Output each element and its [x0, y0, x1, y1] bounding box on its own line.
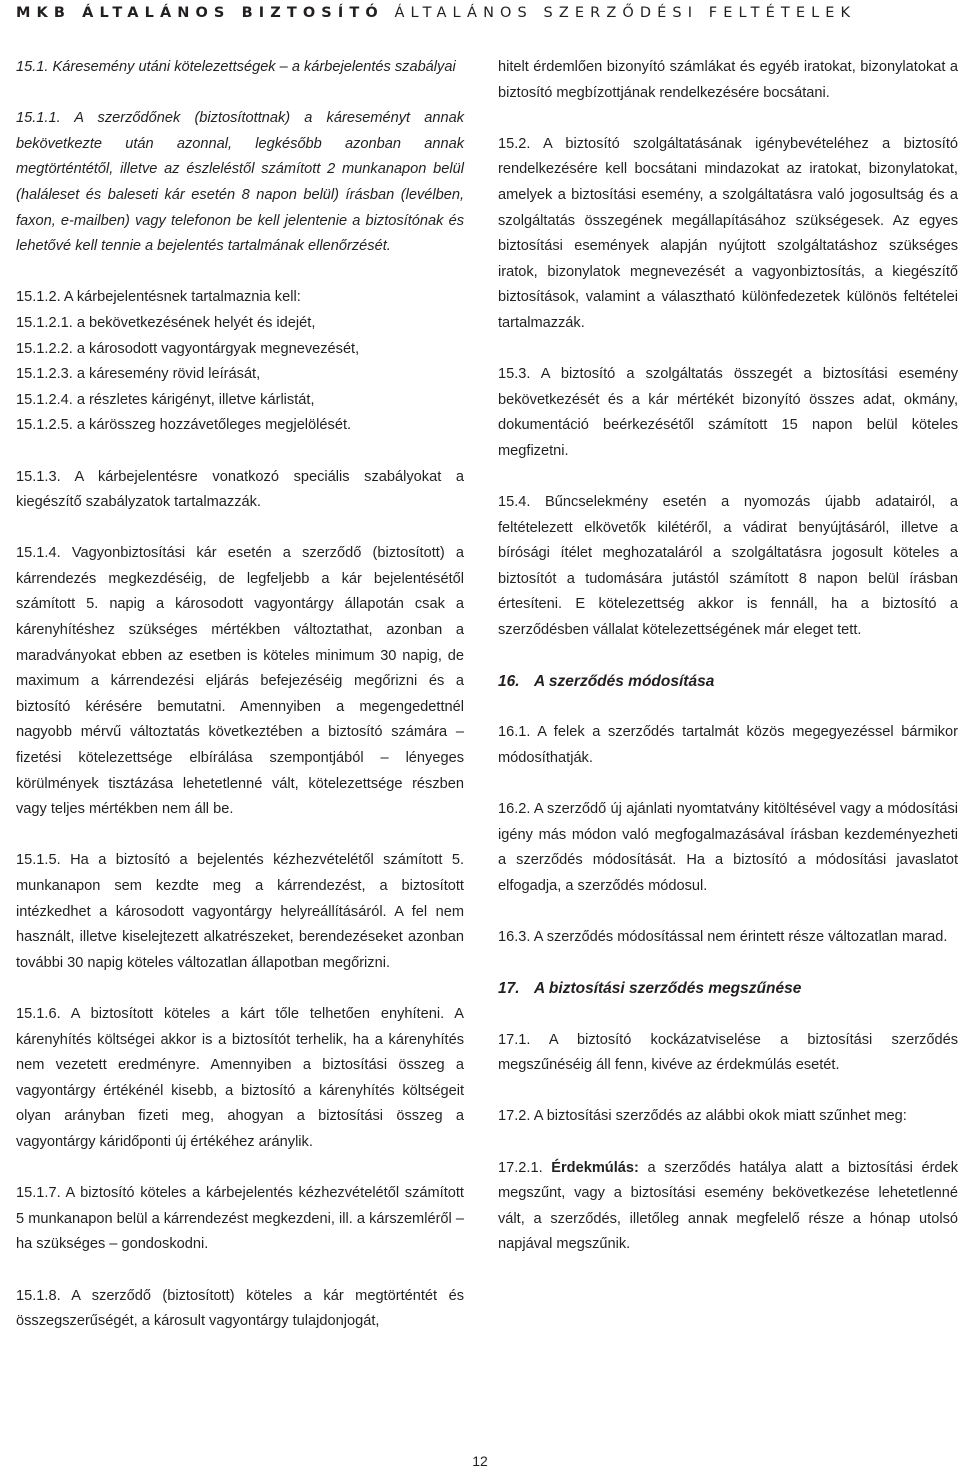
header-document-title: ÁLTALÁNOS SZERZŐDÉSI FELTÉTELEK [394, 5, 857, 21]
right-column [498, 55, 958, 1258]
section-15-4: 15.4. Bűncselekmény esetén a nyomozás újabb adatairól, a feltételezett elkövetők kilétéről, a vádirat benyújtásáról, illetve a bírósági ítélet meghozataláról a szolgáltatásra jogosult köteles a biztosítót a tudomására jutástól számított 8 napon belül írásban értesíteni. E kötelezettség akkor is fennáll, ha a biztosító a szerződésben vállalat kötelezettségének már eleget tett. [498, 494, 958, 639]
section-15-1-3: 15.1.3. A kárbejelentésre vonatkozó speciális szabályokat a kiegészítő szabályzatok tartalmazzák. [16, 468, 464, 511]
section-15-3: 15.3. A biztosító a szolgáltatás összegét a biztosítási esemény bekövetkezését és a kár mértékét bizonyító összes adat, okmány, dokumentáció beérkezésétől számított 15 napon belül köteles megfizetni. [498, 366, 958, 459]
section-15-2: 15.2. A biztosító szolgáltatásának igénybevételéhez a biztosító rendelkezésére kell bocsátani mindazokat az iratokat, bizonylatokat, amelyek a biztosítási esemény, a szolgáltatásra való jogosultság és a szolgáltatás összegének megállapításához szükségesek. Az egyes biztosítási események alapján nyújtott szolgáltatáshoz szükséges iratok, bizonylatok megnevezését a vagyonbiztosítás, a kiegészítő biztosítások, valamint a választható különfedezetek különös feltételei tartalmazzák. [498, 135, 958, 331]
section-17-1: 17.1. A biztosító kockázatviselése a biztosítási szerződés megszűnéséig áll fenn, kivéve az érdekmúlás esetét. [498, 1031, 958, 1074]
section-15-1-2-2: 15.1.2.2. a károsodott vagyontárgyak megnevezését, [16, 340, 360, 357]
section-15-1-title: 15.1. Káresemény utáni kötelezettségek – a kárbejelentés szabályai [16, 59, 456, 75]
left-column [16, 55, 464, 1335]
section-17-2-1-text: a szerződés hatálya alatt a biztosítási érdek megszűnt, vagy a biztosítási esemény bekövetkezése lehetetlenné vált, a szerződés, illetőleg annak megfelelő része a hónap utolsó napjával megszűnik. [498, 1159, 959, 1253]
section-17-2-1-term: Érdekmúlás: [551, 1159, 639, 1176]
section-16-3: 16.3. A szerződés módosítással nem érintett része változatlan marad. [498, 929, 948, 946]
section-16-title: A szerződés módosítása [534, 673, 715, 691]
section-15-1-7: 15.1.7. A biztosító köteles a kárbejelentés kézhezvételétől számított 5 munkanapon belül a kárrendezést megkezdeni, ill. a kárszemléről – ha szükséges – gondoskodni. [16, 1185, 464, 1253]
section-15-1-2-5: 15.1.2.5. a kárösszeg hozzávetőleges megjelölését. [16, 417, 352, 434]
section-16-heading [498, 669, 958, 695]
section-17-2-1 [498, 1156, 958, 1258]
section-15-1-2-3: 15.1.2.3. a káresemény rövid leírását, [16, 366, 261, 383]
section-16-2: 16.2. A szerződő új ajánlati nyomtatvány kitöltésével vagy a módosítási igény más módon való megfogalmazásával írásban kezdeményezheti a szerződés módosítását. Ha a biztosító a módosítási javaslatot elfogadja, a szerződés módosul. [498, 801, 958, 894]
section-15-1-2: 15.1.2. A kárbejelentésnek tartalmaznia kell: [16, 289, 301, 306]
section-15-1-8: 15.1.8. A szerződő (biztosított) köteles a kár megtörténtét és összegszerűségét, a károsult vagyontárgy tulajdonjogát, [16, 1287, 464, 1330]
section-15-1-6: 15.1.6. A biztosított köteles a kárt tőle telhetően enyhíteni. A kárenyhítés költségei akkor is a biztosítót terhelik, ha a kárenyhítés nem vezetett eredményre. Amennyiben a biztosítási összeg a vagyontárgy értékénél kisebb, a biztosító a kárenyhítés költségeit olyan arányban fizeti meg, ahogyan a biztosítási összeg a vagyontárgy káridőponti új értékéhez aránylik. [16, 1005, 464, 1150]
section-15-1-1: 15.1.1. A szerződőnek (biztosítottnak) a káreseményt annak bekövetkezte után azonnal, legkésőbb azonban annak megtörténtétől, illetve az észleléstől számított 2 munkanapon belül (haláleset és baleseti kár esetén 8 napon belül) írásban (levélben, faxon, e-mailben) vagy telefonon be kell jelentenie a biztosítónak és lehetővé kell tennie a bejelentés tartalmának ellenőrzését. [16, 110, 464, 255]
page-number: 12 [472, 1453, 488, 1469]
section-15-1-4: 15.1.4. Vagyonbiztosítási kár esetén a szerződő (biztosított) a kárrendezés megkezdéséig, de legfeljebb a kár bejelentésétől számított 5. napig a károsodott vagyontárgy állapotán csak a kárenyhítéshez szükséges mértékben változtathat, azonban a maradványokat ebben az esetben is köteles minimum 30 napig, de maximum a kárrendezési eljárás befejezéséig megőrizni és a biztosító kérésére bemutatni. Amennyiben a megengedettnél nagyobb mérvű változtatás következtében a biztosító számára – fizetési kötelezettsége elbírálása szempontjából – lényeges körülmények tisztázása lehetetlenné vált, kötelezettsége részben vagy teljes mértékben nem áll be. [16, 545, 464, 818]
section-17-2-1-number: 17.2.1. [498, 1159, 552, 1176]
section-17-number: 17. [498, 980, 520, 998]
section-16-1: 16.1. A felek a szerződés tartalmát közös megegyezéssel bármikor módosíthatják. [498, 724, 958, 767]
section-17-title: A biztosítási szerződés megszűnése [534, 980, 802, 998]
section-16-number: 16. [498, 673, 520, 691]
section-15-1-2-4: 15.1.2.4. a részletes kárigényt, illetve kárlistát, [16, 391, 315, 408]
section-17-2: 17.2. A biztosítási szerződés az alábbi okok miatt szűnhet meg: [498, 1108, 907, 1125]
page-header [16, 0, 956, 28]
section-15-1-5: 15.1.5. Ha a biztosító a bejelentés kézhezvételétől számított 5. munkanapon sem kezdte meg a kárrendezést, a biztosított intézkedhet a károsodott vagyontárgy helyreállításáról. A fel nem használt, illetve kiselejtezett alkatrészeket, berendezéseket azonban további 30 napig köteles változatlan állapotban megőrizni. [16, 852, 464, 971]
section-15-1-8-continuation: hitelt érdemlően bizonyító számlákat és egyéb iratokat, bizonylatokat a biztosító megbízottjának rendelkezésére bocsátani. [498, 59, 958, 101]
section-15-1-2-1: 15.1.2.1. a bekövetkezésének helyét és idejét, [16, 314, 316, 331]
header-insurer-name: MKB ÁLTALÁNOS BIZTOSÍTÓ [16, 5, 384, 21]
section-17-heading [498, 976, 958, 1002]
